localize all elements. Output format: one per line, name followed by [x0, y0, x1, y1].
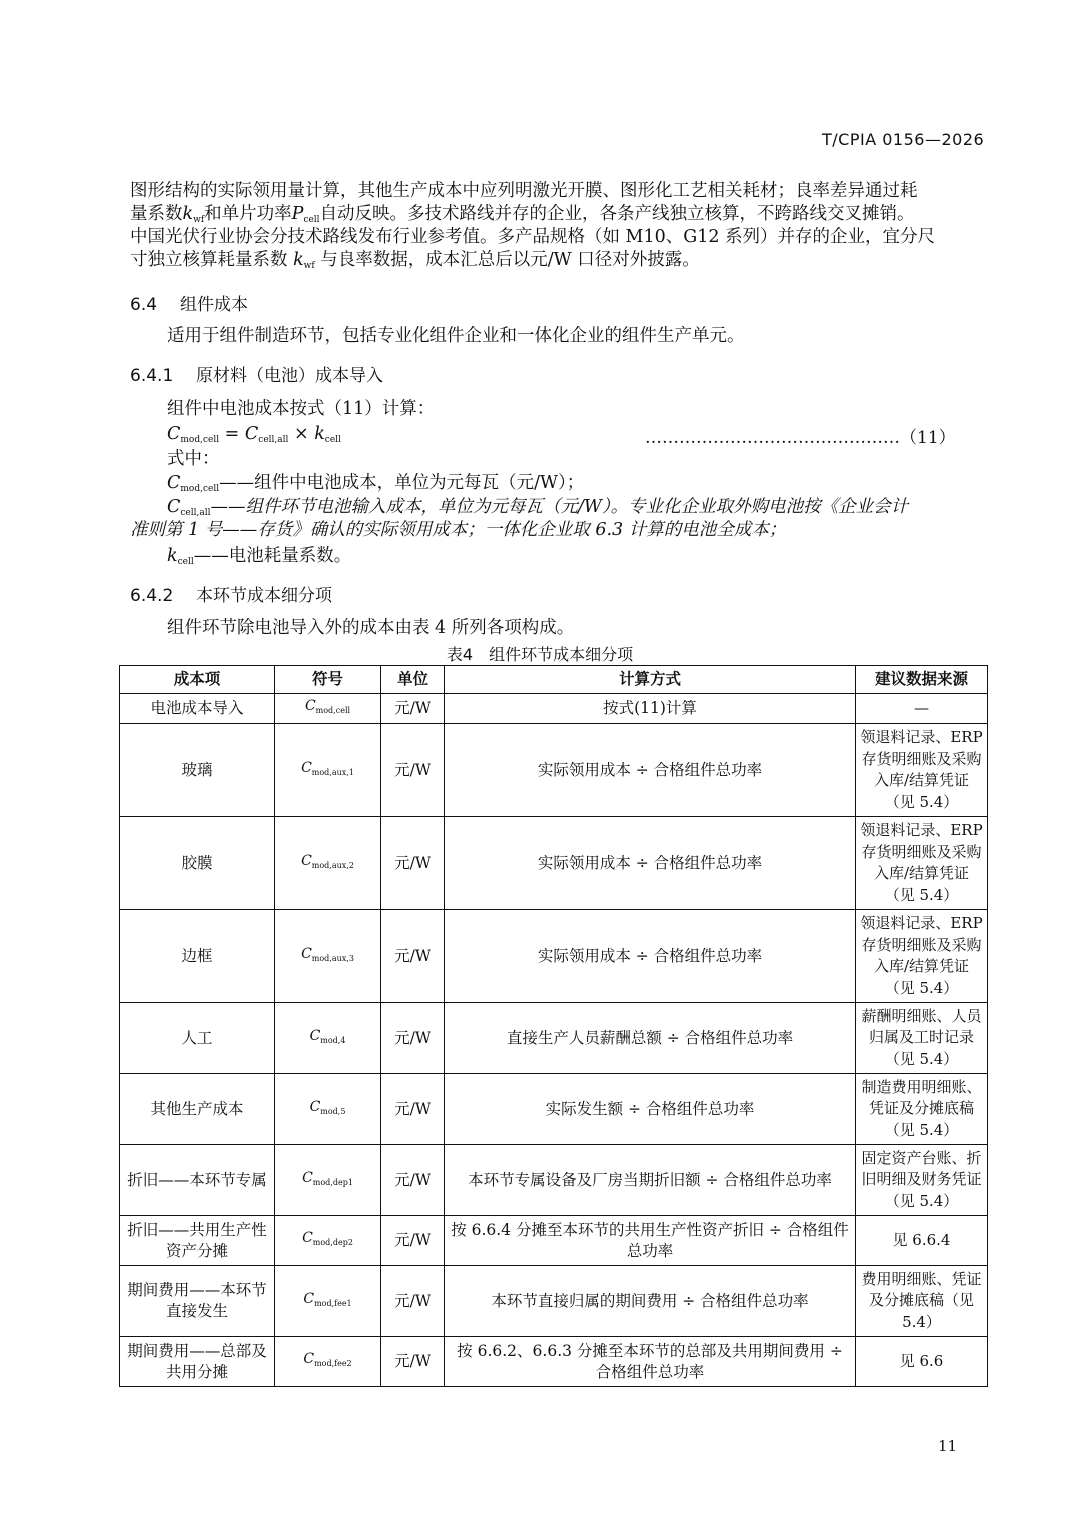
formula-leader-dots: [645, 423, 956, 448]
table-row: [120, 1003, 988, 1074]
intro-line-3: 中国光伏行业协会分技术路线发布行业参考值。多产品规格（如 M10、G12 系列）并存的企业，宜分尺: [130, 227, 936, 247]
section-6-4-1-heading: [130, 361, 383, 386]
cell-unit: 元/W: [381, 1074, 445, 1145]
symbol-sub: cell: [303, 215, 320, 225]
formula-times: ×: [288, 424, 315, 444]
cell-symbol: $C_{mod,cell}$: [275, 694, 381, 724]
symbol-k: k: [293, 250, 304, 270]
table-header-row: [120, 666, 988, 694]
cell-item: 人工: [120, 1003, 275, 1074]
cell-source: 领退料记录、ERP 存货明细账及采购入库/结算凭证（见 5.4）: [856, 910, 988, 1003]
symbol-sub: wf: [193, 215, 205, 225]
formula-sub: cell: [324, 435, 341, 445]
formula-sub: mod,cell: [180, 435, 220, 445]
def-text: ——组件环节电池输入成本，单位为元每瓦（元/W）。专业化企业取外购电池按《企业会计: [210, 497, 909, 517]
cell-source: —: [856, 694, 988, 724]
definition-2-line-2: 准则第 1 号——存货》确认的实际领用成本；一体化企业取 6.3 计算的电池全成本；: [130, 520, 787, 540]
section-title: 本环节成本细分项: [196, 586, 332, 606]
intro-paragraph: [130, 180, 980, 272]
formula-term: k: [314, 424, 325, 444]
cell-calc: 本环节直接归属的期间费用 ÷ 合格组件总功率: [445, 1266, 856, 1337]
section-number: 6.4.1: [130, 366, 174, 386]
definition-2: [130, 496, 980, 542]
cell-symbol: $C_{mod,fee2}$: [275, 1337, 381, 1387]
header-cost-item: 成本项: [120, 666, 275, 694]
cell-unit: 元/W: [381, 910, 445, 1003]
cell-source: 费用明细账、凭证及分摊底稿（见 5.4）: [856, 1266, 988, 1337]
formula-term: C: [244, 424, 259, 444]
intro-line-2: [130, 203, 980, 226]
table-row: [120, 910, 988, 1003]
cell-calc: 实际领用成本 ÷ 合格组件总功率: [445, 910, 856, 1003]
section-number: 6.4: [130, 295, 158, 315]
table-row: [120, 1216, 988, 1266]
cell-item: 折旧——共用生产性资产分摊: [120, 1216, 275, 1266]
def-symbol: C: [167, 473, 181, 493]
cell-calc: 直接生产人员薪酬总额 ÷ 合格组件总功率: [445, 1003, 856, 1074]
document-code: T/CPIA 0156—2026: [822, 130, 985, 149]
section-6-4-2-text: 组件环节除电池导入外的成本由表 4 所列各项构成。: [167, 618, 575, 638]
formula-eq: =: [219, 424, 245, 444]
cell-calc: 按式(11)计算: [445, 694, 856, 724]
cell-symbol: $C_{mod,4}$: [275, 1003, 381, 1074]
cell-symbol: $C_{mod,dep1}$: [275, 1145, 381, 1216]
formula-sub: cell,all: [258, 435, 289, 445]
header-unit: 单位: [381, 666, 445, 694]
cell-unit: 元/W: [381, 1337, 445, 1387]
cell-symbol: $C_{mod,5}$: [275, 1074, 381, 1145]
cell-item: 电池成本导入: [120, 694, 275, 724]
cell-source: 薪酬明细账、人员归属及工时记录（见 5.4）: [856, 1003, 988, 1074]
cell-source: 见 6.6.4: [856, 1216, 988, 1266]
cell-source: 领退料记录、ERP 存货明细账及采购入库/结算凭证（见 5.4）: [856, 817, 988, 910]
header-data-source: 建议数据来源: [856, 666, 988, 694]
cell-unit: 元/W: [381, 1003, 445, 1074]
intro-text: 寸独立核算耗量系数: [130, 250, 294, 270]
def-text: ——组件中电池成本，单位为元每瓦（元/W）；: [219, 473, 585, 493]
cell-calc: 按 6.6.2、6.6.3 分摊至本环节的总部及共用期间费用 ÷ 合格组件总功率: [445, 1337, 856, 1387]
formula-dots: ………………………………………: [645, 428, 900, 448]
cell-unit: 元/W: [381, 817, 445, 910]
cost-table: [119, 665, 988, 1387]
section-6-4-text: 适用于组件制造环节，包括专业化组件企业和一体化企业的组件生产单元。: [167, 326, 745, 346]
table-row: [120, 817, 988, 910]
intro-text: 和单片功率: [204, 204, 292, 224]
cell-unit: 元/W: [381, 1145, 445, 1216]
table-row: [120, 724, 988, 817]
section-number: 6.4.2: [130, 586, 174, 606]
cell-item: 胶膜: [120, 817, 275, 910]
def-sub: mod,cell: [180, 484, 220, 494]
cell-symbol: $C_{mod,aux,3}$: [275, 910, 381, 1003]
table-row: [120, 1337, 988, 1387]
table-row: [120, 1266, 988, 1337]
intro-line-4: [130, 249, 980, 272]
cell-item: 折旧——本环节专属: [120, 1145, 275, 1216]
cell-source: 固定资产台账、折旧明细及财务凭证（见 5.4）: [856, 1145, 988, 1216]
header-symbol: 符号: [275, 666, 381, 694]
table-caption: 表4 组件环节成本细分项: [446, 645, 634, 664]
formula-intro: 组件中电池成本按式（11）计算：: [167, 399, 435, 419]
intro-text: 自动反映。多技术路线并存的企业，各条产线独立核算，不跨路线交叉摊销。: [319, 204, 915, 224]
cell-calc: 实际领用成本 ÷ 合格组件总功率: [445, 724, 856, 817]
table-row: [120, 694, 988, 724]
definition-2-line-1: [130, 496, 980, 519]
definition-3: [167, 545, 1017, 574]
cell-calc: 实际领用成本 ÷ 合格组件总功率: [445, 817, 856, 910]
header-calc-method: 计算方式: [445, 666, 856, 694]
cell-item: 其他生产成本: [120, 1074, 275, 1145]
cell-symbol: $C_{mod,aux,1}$: [275, 724, 381, 817]
formula-lhs: C: [167, 424, 181, 444]
cell-calc: 实际发生额 ÷ 合格组件总功率: [445, 1074, 856, 1145]
def-symbol: k: [167, 546, 178, 566]
cell-calc: 本环节专属设备及厂房当期折旧额 ÷ 合格组件总功率: [445, 1145, 856, 1216]
cell-symbol: $C_{mod,aux,2}$: [275, 817, 381, 910]
cell-item: 边框: [120, 910, 275, 1003]
cell-source: 见 6.6: [856, 1337, 988, 1387]
cell-item: 期间费用——总部及共用分摊: [120, 1337, 275, 1387]
cell-unit: 元/W: [381, 1216, 445, 1266]
section-title: 原材料（电池）成本导入: [196, 366, 383, 386]
cell-item: 期间费用——本环节直接发生: [120, 1266, 275, 1337]
def-sub: cell,all: [180, 508, 211, 518]
intro-text: 量系数: [130, 204, 183, 224]
table-row: [120, 1145, 988, 1216]
def-sub: cell: [177, 557, 194, 567]
cell-symbol: $C_{mod,fee1}$: [275, 1266, 381, 1337]
cell-unit: 元/W: [381, 1266, 445, 1337]
where-label: 式中：: [167, 449, 220, 469]
cell-calc: 按 6.6.4 分摊至本环节的共用生产性资产折旧 ÷ 合格组件总功率: [445, 1216, 856, 1266]
cell-item: 玻璃: [120, 724, 275, 817]
section-title: 组件成本: [180, 295, 248, 315]
symbol-p: P: [291, 204, 304, 224]
formula-number: （11）: [900, 428, 956, 448]
page-number: 11: [938, 1437, 958, 1455]
table-row: [120, 1074, 988, 1145]
cell-source: 领退料记录、ERP 存货明细账及采购入库/结算凭证（见 5.4）: [856, 724, 988, 817]
section-6-4-2-heading: [130, 581, 332, 606]
cell-unit: 元/W: [381, 724, 445, 817]
cell-symbol: $C_{mod,dep2}$: [275, 1216, 381, 1266]
intro-text: 与良率数据，成本汇总后以元/W 口径对外披露。: [314, 250, 700, 270]
def-text: ——电池耗量系数。: [193, 546, 352, 566]
cell-source: 制造费用明细账、凭证及分摊底稿（见 5.4）: [856, 1074, 988, 1145]
def-symbol: C: [167, 497, 181, 517]
intro-line-1: 图形结构的实际领用量计算，其他生产成本中应列明激光开膜、图形化工艺相关耗材；良率差异通过耗: [130, 181, 918, 201]
symbol-k: k: [182, 204, 194, 224]
cell-unit: 元/W: [381, 694, 445, 724]
symbol-sub: wf: [303, 261, 315, 271]
section-6-4-heading: [130, 290, 248, 315]
